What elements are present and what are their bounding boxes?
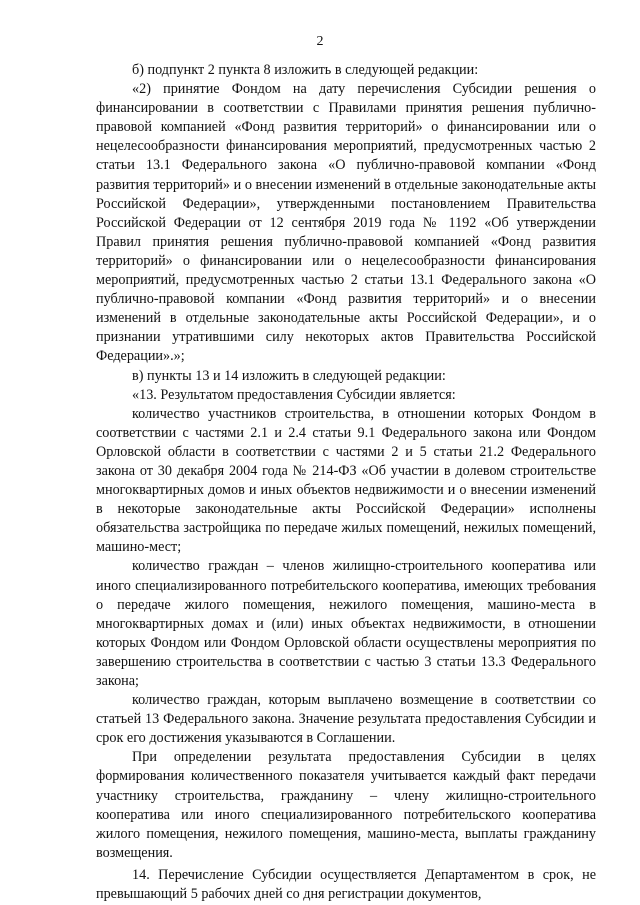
- paragraph-cooperative-members-count: количество граждан – членов жилищно-строительного кооператива или иного специализированного потребительского кооператива, имеющих требования о передаче жилого помещения, нежилого помещения, машино-места в многоквартирных домах и (или) иных объектах недвижимости, в отношении которых Фондом или Фондом Орловской области осуществлены мероприятия по завершению строительства в соответствии с частью 3 статьи 13.3 Федерального закона;: [96, 558, 596, 689]
- paragraph-result-determination: При определении результата предоставления Субсидии в целях формирования количественного показателя учитывается каждый факт передачи участнику строительства, гражданину – члену жилищно-строительного кооператива или иного специализированного потребительского кооператива жилого помещения, нежилого помещения, машино-места, выплаты гражданину возмещения.: [96, 749, 596, 861]
- paragraph-item-14: 14. Перечисление Субсидии осуществляется Департаментом в срок, не превышающий 5 рабочих дней со дня регистрации документов,: [96, 866, 596, 903]
- document-body: [96, 61, 596, 904]
- paragraph-b-subpoint: б) подпункт 2 пункта 8 изложить в следующей редакции:: [132, 62, 479, 78]
- paragraph-item-13-heading: «13. Результатом предоставления Субсидии является:: [132, 386, 456, 403]
- paragraph-compensation-count: количество граждан, которым выплачено возмещение в соответствии со статьей 13 Федерального закона. Значение результата предоставления Субсидии и срок его достижения указываются в Соглашении.: [96, 692, 596, 747]
- paragraph-v-points: в) пункты 13 и 14 изложить в следующей редакции:: [132, 367, 446, 384]
- paragraph-quote-item-2: «2) принятие Фондом на дату перечисления Субсидии решения о финансировании в соответствии с Правилами принятия решения публично-правовой компанией «Фонд развития территорий» о финансировании или о нецелесообразности финансирования мероприятий, предусмотренных частью 2 статьи 13.1 Федерального закона «О публично-правовой компании «Фонд развития территорий» и о внесении изменений в отдельные законодательные акты Российской Федерации», утвержденными постановлением Правительства Российской Федерации от 12 сентября 2019 года № 1192 «Об утверждении Правил принятия решения публично-правовой компанией «Фонд развития территорий» о финансировании или о нецелесообразности финансирования мероприятий, предусмотренных частью 2 статьи 13.1 Федерального закона «О публично-правовой компании «Фонд развития территорий» и о внесении изменений в отдельные законодательные акты Российской Федерации», и о признании утратившими силу некоторых актов Правительства Российской Федерации».»;: [96, 81, 596, 365]
- paragraph-participants-count: количество участников строительства, в отношении которых Фондом в соответствии с частями 2.1 и 2.4 статьи 9.1 Федерального закона или Фондом Орловской области в соответствии с частями 2 и 5 статьи 21.2 Федерального закона от 30 декабря 2004 года № 214-ФЗ «Об участии в долевом строительстве многоквартирных домов и иных объектов недвижимости и о внесении изменений в некоторые законодательные акты Российской Федерации» исполнены обязательства застройщика по передаче жилых помещений, нежилых помещений, машино-мест;: [96, 405, 596, 556]
- page-number: 2: [316, 34, 324, 49]
